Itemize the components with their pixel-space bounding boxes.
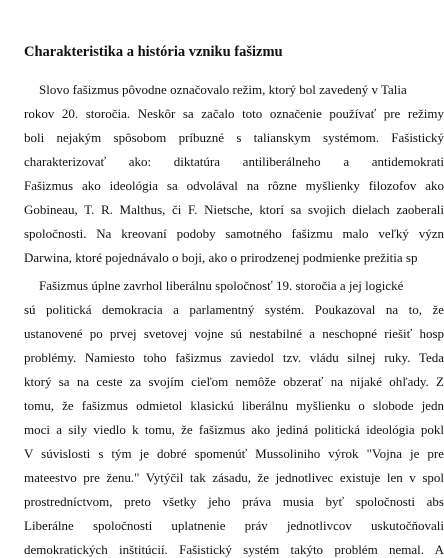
text-line: Slovo fašizmus pôvodne označovalo režim, ktorý bol zavedený v Talia	[39, 82, 407, 97]
text-line: ustanovené po prvej svetovej vojne sú nestabilné a neschopné riešiť hosp	[24, 326, 444, 341]
text-line: Fašizmus ako ideológia sa odvolával na rôzne myšlienky filozofov ako	[24, 178, 444, 193]
text-line: Gobineau, T. R. Malthus, či F. Nietsche, ktorí sa svojich dielach zaoberali	[24, 202, 444, 217]
text-line: charakterizovať ako: diktatúra antiliberálneho a antidemokrati	[24, 154, 444, 169]
text-line: boli nejakým spôsobom príbuzné s talianskym systémom. Fašistický	[24, 130, 444, 145]
text-line: sú politická demokracia a parlamentný systém. Poukazoval na to, že	[24, 302, 444, 317]
text-line: Fašizmus úplne zavrhol liberálnu spoločnosť 19. storočia a jej logické	[39, 278, 404, 293]
text-line: rokov 20. storočia. Neskôr sa začalo toto označenie používať pre režimy	[24, 106, 444, 121]
text-line: Darwina, ktoré pojednávalo o boji, ako o prirodzenej podmienke prežitia sp	[24, 250, 418, 265]
text-line: spoločnosti. Na kreovaní podoby samotného fašizmu malo veľký význ	[24, 226, 444, 241]
text-line: ktorý sa na ceste za svojím cieľom nemôže obzerať na nijaké ohľady. Z	[24, 374, 444, 389]
text-line: tomu, že fašizmus odmietol klasickú liberálnu myšlienku o slobode jedn	[24, 398, 444, 413]
document-heading: Charakteristika a história vzniku fašizmu	[24, 44, 283, 60]
text-line: V súvislosti s tým je dobré spomenúť Mussoliniho výrok "Vojna je pre	[24, 446, 444, 461]
text-line: Liberálne spoločnosti uplatnenie práv jednotlivcov uskutočňovali	[24, 518, 444, 533]
text-line: prostredníctvom, preto všetky jeho práva musia byť spoločnosti abs	[24, 494, 444, 509]
text-line: demokratických inštitúcií. Fašistický systém takýto problém nemal. A	[24, 542, 444, 557]
text-line: moci a sily viedlo k tomu, že fašizmus ako jediná politická ideológia pokl	[24, 422, 444, 437]
text-line: problémy. Namiesto toho fašizmus zaviedol tzv. vládu silnej ruky. Teda	[24, 350, 444, 365]
text-line: mateestvo pre ženu." Vytýčil tak zásadu, že jednotlivec existuje len v spol	[24, 470, 444, 485]
